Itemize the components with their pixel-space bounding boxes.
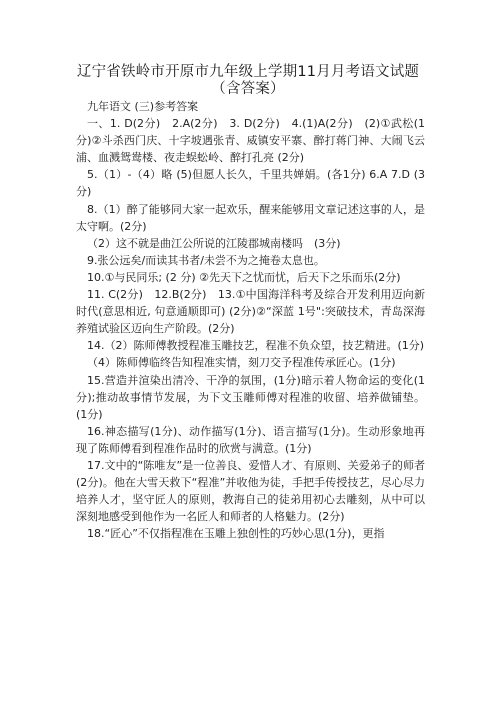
answer-paragraph: 14.（2）陈师傅教授程准玉雕技艺，程准不负众望，技艺精进。(1分) [87, 339, 425, 353]
answer-paragraph: 15.营造并渲染出清冷、干净的氛围，(1分)暗示着人物命运的变化(1分);推动故事情节发展，为下文玉雕师傅对程准的收留、培养做铺垫。(1分) [76, 373, 425, 421]
answer-key-body [76, 98, 425, 542]
answer-paragraph: 5.（1）-（4）略 (5)但愿人长久，千里共婵娟。(各1分) 6.A 7.D (3分) [76, 168, 425, 199]
answer-paragraph: 一、1. D(2分) 2.A(2分) 3. D(2分) 4.(1)A(2分) (2)①武松(1分)②斗杀西门庆、十字坡遇张青、威镇安平寨、醉打蒋门神、大闹飞云浦、血溅鸳鸯楼、夜走蜈蚣岭、醉打孔亮 (2分) [76, 117, 425, 165]
answer-paragraph: 17.文中的“陈唯友”是一位善良、爱惜人才、有原则、关爱弟子的师者(2分)。他在大雪天救下“程准”并收他为徒，手把手传授技艺，尽心尽力培养人才，坚守匠人的原则，教海自己的徒弟用初心去雕刻，从中可以深刻地感受到他作为一名匠人和师者的人格魅力。(2分) [76, 458, 425, 524]
answer-paragraph: 16.神态描写(1分)、动作描写(1分)、语言描写(1分)。生动形象地再现了陈师傅看到程准作品时的欣赏与满意。(1分) [76, 424, 425, 455]
answer-paragraph: 18.“匠心”不仅指程准在玉雕上独创性的巧妙心思(1分)，更指 [87, 527, 385, 541]
section-heading: 九年语文 (三)参考答案 [87, 100, 199, 113]
document-title: 辽宁省铁岭市开原市九年级上学期11月月考语文试题 [76, 64, 420, 80]
answer-paragraph: 9.张公远矣/而读其书者/未尝不为之掩卷太息也。 [87, 253, 325, 267]
answer-paragraph: （4）陈师傅临终告知程准实情，刻刀交予程准传承匠心。(1分) [87, 356, 396, 370]
document-title-suffix: （含答案） [211, 81, 285, 97]
answer-paragraph: 8.（1）醉了能够同大家一起欢乐，醒来能够用文章记述这事的人，是太守啊。(2分) [76, 202, 425, 233]
answer-paragraph: 10.①与民同乐; (2 分) ②先天下之忧而忧，后天下之乐而乐(2分) [87, 270, 401, 284]
answer-paragraph: 11. C(2分) 12.B(2分) 13.①中国海洋科考及综合开发利用迈向新时代(意思相近, 句意通顺即可) (2分)②“深蓝 1号":突破技术，青岛深海养殖试验区迈向生产阶段。(2分) [76, 288, 425, 336]
answer-paragraph: （2）这不就是曲江公所说的江陵郡城南楼吗 (3分) [87, 236, 341, 250]
